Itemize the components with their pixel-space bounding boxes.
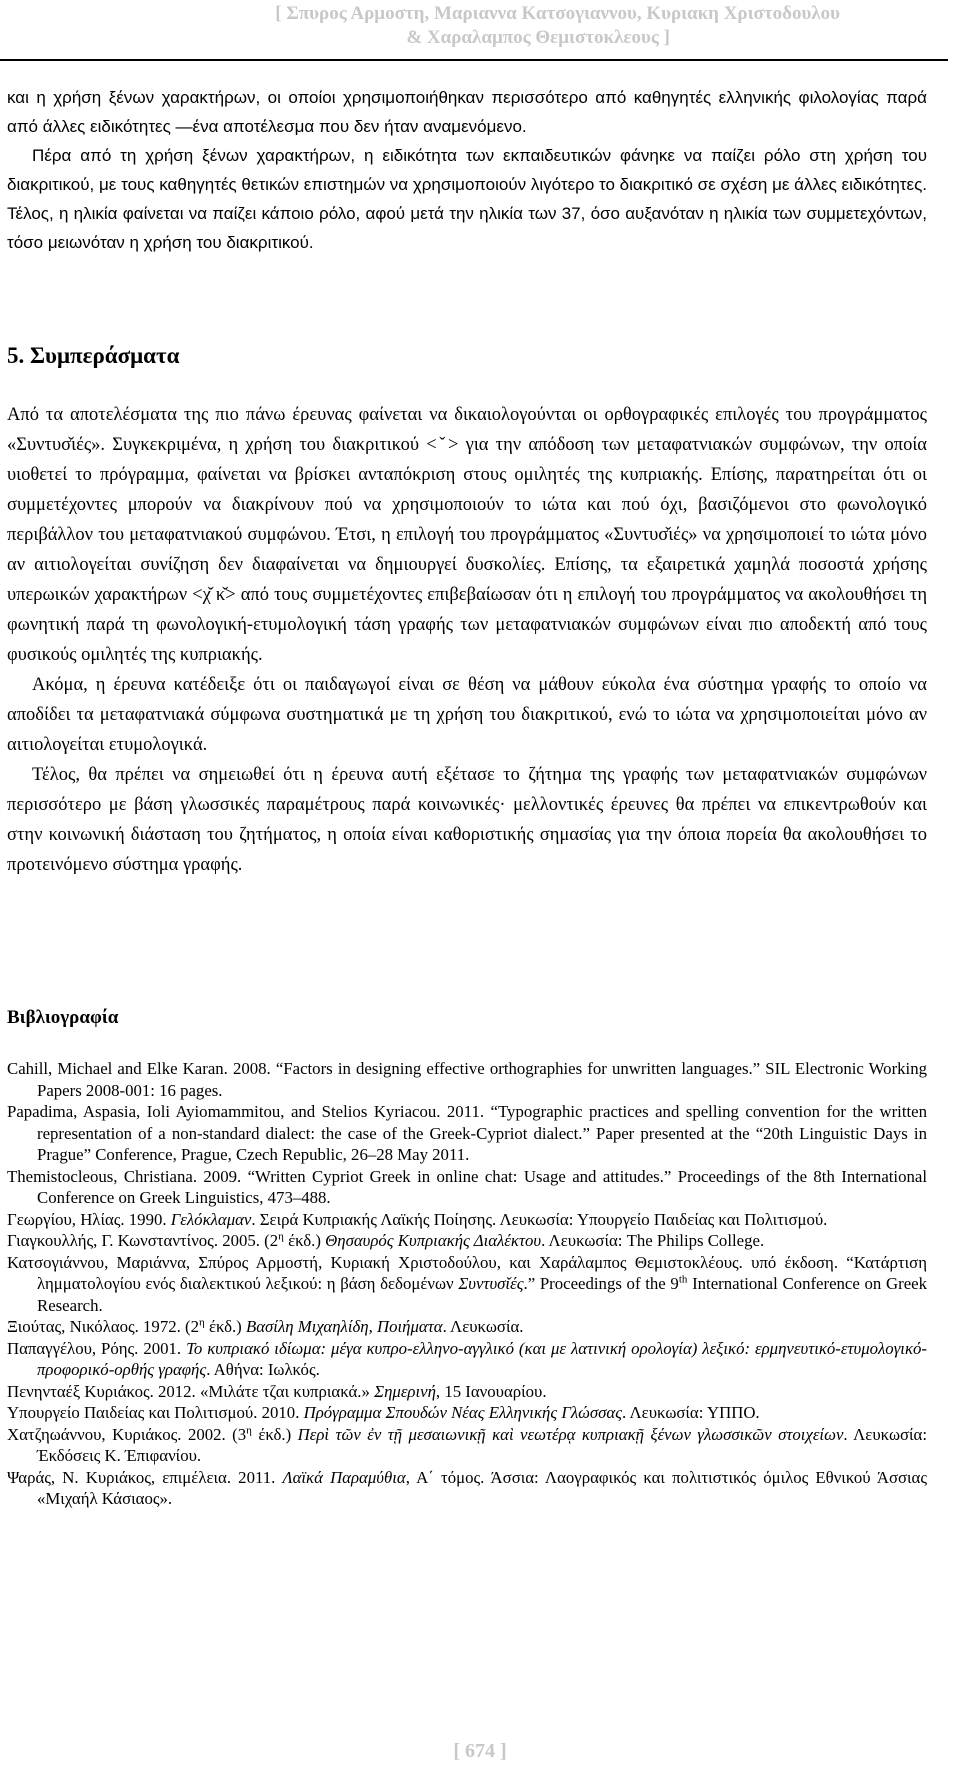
intro-paragraph-1: και η χρήση ξένων χαρακτήρων, οι οποίοι χρησιμοποιήθηκαν περισσότερο από καθηγητές ελληνικής φιλολογίας παρά από άλλες ειδικότητες —ένα αποτέλεσμα που δεν ήταν αναμενόμενο.	[7, 88, 927, 136]
reference-item: Γεωργίου, Ηλίας. 1990. Γελόκλαμαν. Σειρά Κυπριακής Λαϊκής Ποίησης. Λευκωσία: Υπουργείο Παιδείας και Πολιτισμού.	[7, 1209, 828, 1229]
bibliography-list	[7, 1058, 927, 1510]
reference-item: Παπαγγέλου, Ρόης. 2001. Το κυπριακό ιδίωμα: μέγα κυπρο-ελληνο-αγγλικό (και με λατινική ορολογία) λεξικό: ερμηνευτικό-ετυμολογικό-προφορικό-ορθής γραφής. Αθήνα: Ιωλκός.	[7, 1338, 928, 1379]
conclusions-paragraph-1: Από τα αποτελέσματα της πιο πάνω έρευνας φαίνεται να δικαιολογούνται οι ορθογραφικές επιλογές του προγράμματος «Συντυσ̌ιές». Συγκεκριμένα, η χρήση του διακριτικού <ˇ> για την απόδοση των μεταφατνιακών συμφώνων, την οποία υιοθετεί το πρόγραμμα, φαίνεται να βρίσκει ανταπόκριση στους ομιλητές της κυπριακής. Επίσης, παρατηρείται ότι οι συμμετέχοντες μπορούν να διακρίνουν πού να χρησιμοποιούν το ιώτα και πού όχι, βασιζόμενοι στο φωνολογικό περιβάλλον του μεταφατνιακού συμφώνου. Έτσι, η επιλογή του προγράμματος «Συντυσ̌ιές» να χρησιμοποιεί το ιώτα μόνο αν αιτιολογείται συνίζηση δεν διαφαίνεται να δημιουργεί δυσκολίες. Επίσης, τα εξαιρετικά χαμηλά ποσοστά χρήσης υπερωικών χαρακτήρων <χ̌ κ̌> από τους συμμετέχοντες επιβεβαίωσαν ότι η επιλογή του προγράμματος να ακολουθήσει τη φωνητική παρά τη φωνολογική-ετυμολογική τάση γραφής των μεταφατνιακών συμφώνων είναι πιο αποδεκτή από τους φυσικούς ομιλητές της κυπριακής.	[7, 405, 927, 665]
running-head-authors-line1: [ Σπυρος Αρμοστη, Μαριαννα Κατσογιαννου, Κυριακη Χριστοδουλου	[275, 3, 840, 24]
reference-item: Cahill, Michael and Elke Karan. 2008. “Factors in designing effective orthographies for unwritten languages.” SIL Electronic Working Papers 2008-001: 16 pages.	[7, 1059, 927, 1100]
reference-item: Γιαγκουλλής, Γ. Κωνσταντίνος. 2005. ($2^\eta$ έκδ.) Θησαυρός Κυπριακής Διαλέκτου. Λευκωσία: The Philips College.	[7, 1230, 765, 1250]
page-number: [ 674 ]	[453, 1740, 507, 1762]
reference-item: Πενηνταέξ Κυριάκος. 2012. «Μιλάτε τζαι κυπριακά.» Σημερινή, 15 Ιανουαρίου.	[7, 1381, 547, 1401]
reference-item: Ψαράς, Ν. Κυριάκος, επιμέλεια. 2011. Λαϊκά Παραμύθια, Α΄ τόμος. Άσσια: Λαογραφικός και πολιτιστικός όμιλος Εθνικού Άσσιας «Μιχαήλ Κάσιαος».	[7, 1467, 927, 1508]
running-head-authors-line2: & Χαραλαμπος Θεμιστοκλεους ]	[406, 27, 670, 48]
conclusions-paragraph-2: Ακόμα, η έρευνα κατέδειξε ότι οι παιδαγωγοί είναι σε θέση να μάθουν εύκολα ένα σύστημα γραφής το οποίο να αποδίδει τα μεταφατνιακά σύμφωνα συστηματικά με τη χρήση του διακριτικού, ενώ το ιώτα να χρησιμοποιείται μόνο αν αιτιολογείται ετυμολογικά.	[7, 675, 927, 755]
intro-paragraph-2: Πέρα από τη χρήση ξένων χαρακτήρων, η ειδικότητα των εκπαιδευτικών φάνηκε να παίζει ρόλο στη χρήση του διακριτικού, με τους καθηγητές θετικών επιστημών να χρησιμοποιούν λιγότερο το διακριτικό σε σχέση με άλλες ειδικότητες. Τέλος, η ηλικία φαίνεται να παίζει κάποιο ρόλο, αφού μετά την ηλικία των 37, όσο αυξανόταν η ηλικία των συμμετεχόντων, τόσο μειωνόταν η χρήση του διακριτικού.	[7, 146, 927, 252]
intro-text	[7, 83, 927, 257]
conclusions-body	[7, 400, 927, 880]
reference-item: Ξιούτας, Νικόλαος. 1972. ($2^\eta$ έκδ.) Βασίλη Μιχαηλίδη, Ποιήματα. Λευκωσία.	[7, 1316, 524, 1336]
reference-item: Υπουργείο Παιδείας και Πολιτισμού. 2010. Πρόγραμμα Σπουδών Νέας Ελληνικής Γλώσσας. Λευκωσία: ΥΠΠΟ.	[7, 1403, 760, 1422]
section-heading-conclusions: 5. Συμπεράσματα	[7, 343, 180, 368]
reference-item: Themistocleous, Christiana. 2009. “Written Cypriot Greek in online chat: Usage and attitudes.” Proceedings of the 8th International Conference on Greek Linguistics, 473–488.	[7, 1166, 927, 1207]
bibliography-heading: Βιβλιογραφία	[7, 1007, 119, 1028]
conclusions-paragraph-3: Τέλος, θα πρέπει να σημειωθεί ότι η έρευνα αυτή εξέτασε το ζήτημα της γραφής των μεταφατνιακών συμφώνων περισσότερο με βάση γλωσσικές παραμέτρους παρά κοινωνικές· μελλοντικές έρευνες θα πρέπει να επικεντρωθούν και στην κοινωνική διάσταση του ζητήματος, η οποία είναι καθοριστικής σημασίας για την όποια πορεία θα ακολουθήσει το προτεινόμενο σύστημα γραφής.	[7, 765, 927, 875]
header-rule	[0, 59, 948, 61]
running-head	[0, 2, 960, 50]
reference-item: Κατσογιάννου, Μαριάννα, Σπύρος Αρμοστή, Κυριακή Χριστοδούλου, και Χαράλαμπος Θεμιστοκλέους. υπό έκδοση. “Κατάρτιση λημματολογίου ενός διαλεκτικού λεξικού: η βάση δεδομένων Συντυσ̌ιές.” Proceedings of the 9th International Conference on Greek Research.	[7, 1252, 927, 1315]
reference-item: Χατζηωάννου, Κυριάκος. 2002. ($3^\eta$ έκδ.) Περὶ τῶν ἐν τῇ μεσαιωνικῇ καὶ νεωτέρᾳ κυπριακῇ ξένων γλωσσικῶν στοιχείων. Λευκωσία: Έκδόσεις Κ. Έπιφανίου.	[7, 1423, 928, 1465]
reference-item: Papadima, Aspasia, Ioli Ayiomammitou, and Stelios Kyriacou. 2011. “Typographic practices and spelling convention for the written representation of a non-standard dialect: the case of the Greek-Cypriot dialect.” Paper presented at the “20th Linguistic Days in Prague” Conference, Prague, Czech Republic, 26–28 May 2011.	[7, 1102, 927, 1164]
